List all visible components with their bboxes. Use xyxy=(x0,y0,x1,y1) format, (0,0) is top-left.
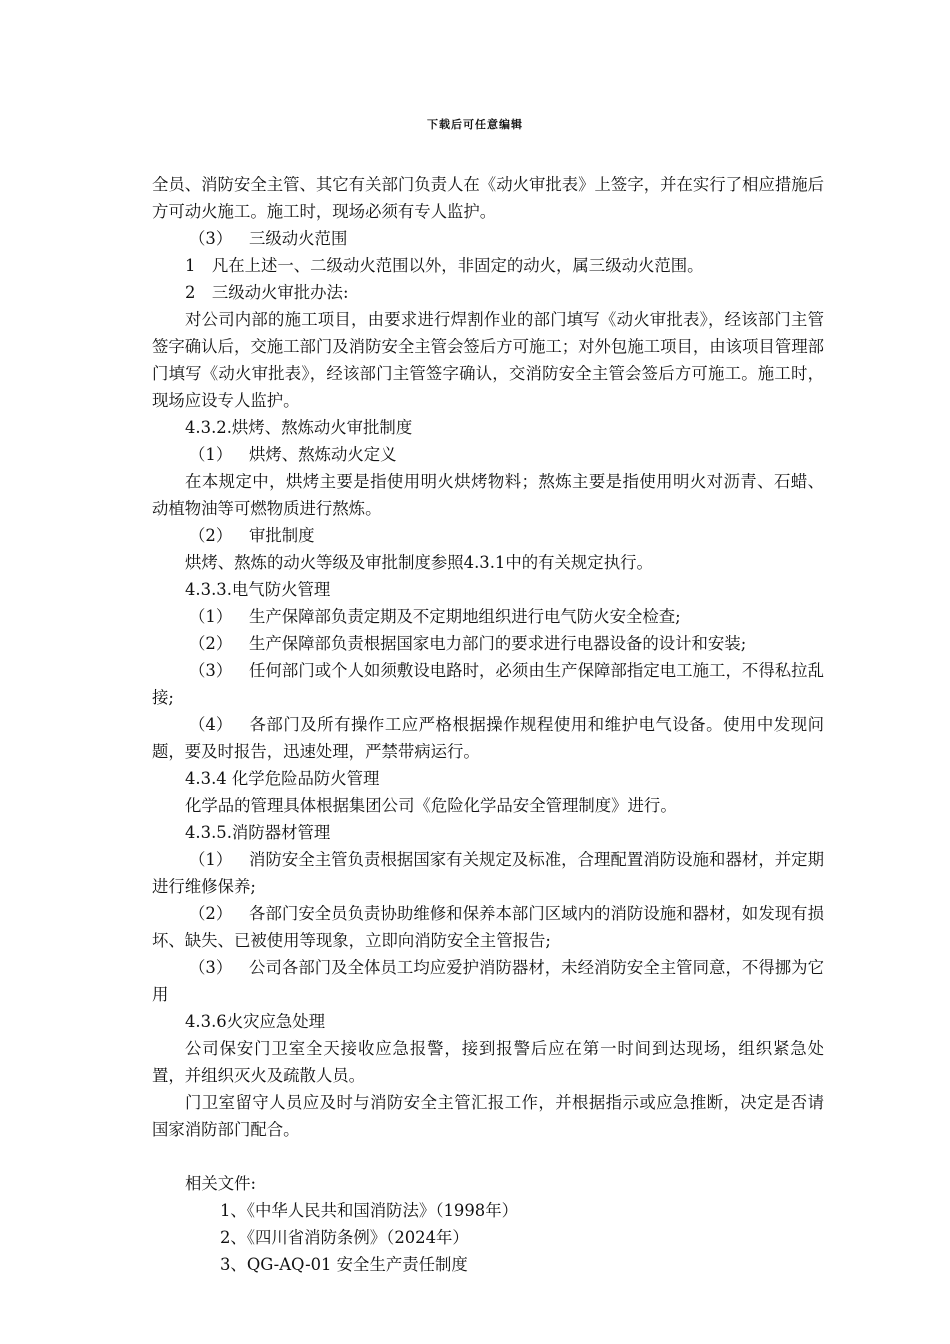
section-heading: 4.3.3.电气防火管理 xyxy=(185,580,331,599)
paragraph xyxy=(152,846,824,900)
paragraph xyxy=(152,441,824,468)
item-number: （3） xyxy=(189,229,233,248)
item-number: （1） xyxy=(189,607,233,626)
item-number: （1） xyxy=(189,445,233,464)
document-body xyxy=(152,171,824,1278)
section-heading: 4.3.5.消防器材管理 xyxy=(185,823,331,842)
paragraph: 门卫室留守人员应及时与消防安全主管汇报工作，并根据指示或应急推断，决定是否请国家消防部门配合。 xyxy=(152,1093,824,1139)
reference-item: 1、《中华人民共和国消防法》（1998年） xyxy=(220,1201,518,1220)
item-text: 生产保障部负责根据国家电力部门的要求进行电器设备的设计和安装; xyxy=(249,634,747,653)
paragraph xyxy=(152,630,824,657)
paragraph: 全员、消防安全主管、其它有关部门负责人在《动火审批表》上签字，并在实行了相应措施后方可动火施工。施工时，现场必须有专人监护。 xyxy=(152,175,825,221)
item-text: 烘烤、熬炼动火定义 xyxy=(249,445,397,464)
paragraph xyxy=(152,603,824,630)
paragraph xyxy=(152,225,824,252)
paragraph: 在本规定中，烘烤主要是指使用明火烘烤物料；熬炼主要是指使用明火对沥青、石蜡、动植物油等可燃物质进行熬炼。 xyxy=(152,472,824,518)
reference-item: 3、QG-AQ-01 安全生产责任制度 xyxy=(220,1255,468,1274)
paragraph: 公司保安门卫室全天接收应急报警，接到报警后应在第一时间到达现场，组织紧急处置，并组织灭火及疏散人员。 xyxy=(152,1039,824,1085)
item-text: 三级动火范围 xyxy=(249,229,348,248)
paragraph xyxy=(152,954,824,1008)
item-text: 消防安全主管负责根据国家有关规定及标准，合理配置消防设施和器材，并定期进行维修保养; xyxy=(152,850,824,896)
item-text: 各部门及所有操作工应严格根据操作规程使用和维护电气设备。使用中发现问题，要及时报告，迅速处理，严禁带病运行。 xyxy=(152,715,824,761)
item-text: 公司各部门及全体员工均应爱护消防器材，未经消防安全主管同意，不得挪为它用 xyxy=(152,958,824,1004)
paragraph: 2 三级动火审批办法: xyxy=(185,283,349,302)
item-number: （1） xyxy=(189,850,233,869)
item-text: 生产保障部负责定期及不定期地组织进行电气防火安全检查; xyxy=(249,607,681,626)
paragraph: 化学品的管理具体根据集团公司《危险化学品安全管理制度》进行。 xyxy=(185,796,677,815)
paragraph: 对公司内部的施工项目，由要求进行焊割作业的部门填写《动火审批表》，经该部门主管签字确认后，交施工部门及消防安全主管会签后方可施工；对外包施工项目，由该项目管理部门填写《动火审批表》，经该部门主管签字确认，交消防安全主管会签后方可施工。施工时，现场应设专人监护。 xyxy=(152,310,825,410)
item-text: 审批制度 xyxy=(249,526,315,545)
item-number: （3） xyxy=(189,661,233,680)
references-title: 相关文件: xyxy=(185,1174,257,1193)
section-heading: 4.3.2.烘烤、熬炼动火审批制度 xyxy=(185,418,413,437)
paragraph: 烘烤、熬炼的动火等级及审批制度参照4.3.1中的有关规定执行。 xyxy=(185,553,653,572)
item-text: 各部门安全员负责协助维修和保养本部门区域内的消防设施和器材，如发现有损坏、缺失、已被使用等现象，立即向消防安全主管报告; xyxy=(152,904,824,950)
paragraph xyxy=(152,657,824,711)
section-heading: 4.3.6火灾应急处理 xyxy=(185,1012,326,1031)
paragraph xyxy=(152,711,824,765)
section-heading: 4.3.4 化学危险品防火管理 xyxy=(185,769,380,788)
item-number: （2） xyxy=(189,904,233,923)
reference-item: 2、《四川省消防条例》（2024年） xyxy=(220,1228,469,1247)
item-text: 任何部门或个人如须敷设电路时，必须由生产保障部指定电工施工，不得私拉乱接; xyxy=(152,661,824,707)
paragraph: 1 凡在上述一、二级动火范围以外，非固定的动火，属三级动火范围。 xyxy=(185,256,704,275)
page-header: 下载后可任意编辑 xyxy=(427,118,523,131)
spacer xyxy=(152,1143,824,1170)
item-number: （4） xyxy=(189,715,233,734)
item-number: （2） xyxy=(189,634,233,653)
item-number: （3） xyxy=(189,958,233,977)
paragraph xyxy=(152,522,824,549)
paragraph xyxy=(152,900,824,954)
item-number: （2） xyxy=(189,526,233,545)
